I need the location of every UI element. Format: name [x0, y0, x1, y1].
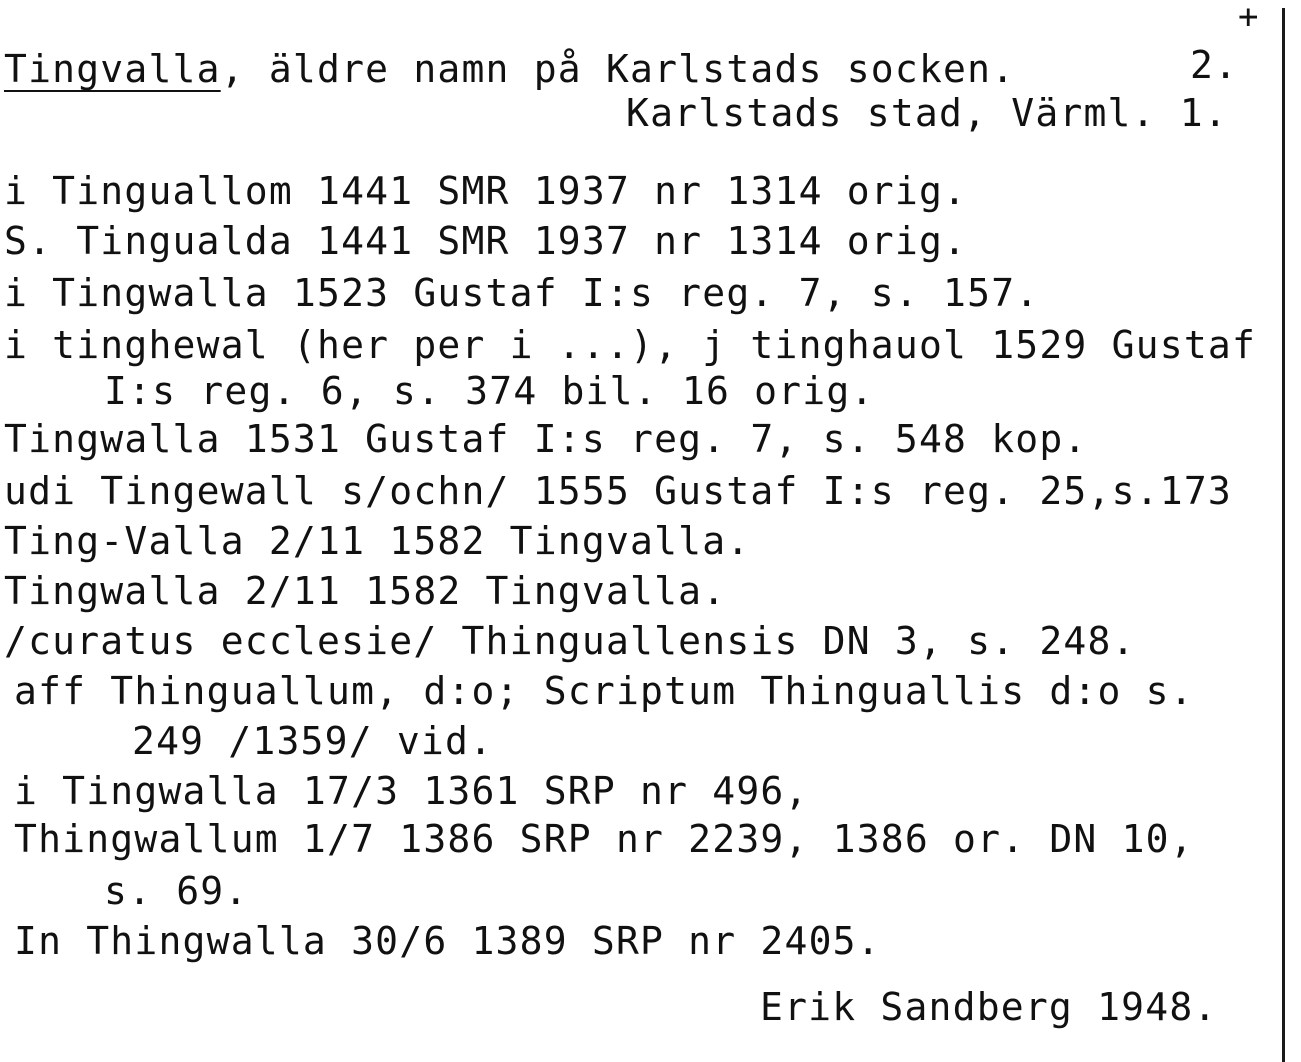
entry-line: aff Thinguallum, d:o; Scriptum Thinguallis d:o s.: [14, 669, 1194, 713]
card-edge-line: [1282, 8, 1285, 1062]
entry-line-continued: 249 /1359/ vid.: [132, 719, 494, 763]
entry-line: Thingwallum 1/7 1386 SRP nr 2239, 1386 or. DN 10,: [14, 817, 1194, 861]
signature: Erik Sandberg 1948.: [760, 985, 1218, 1029]
entry-line: i tinghewal (her per i ...), j tinghauol 1529 Gustaf: [4, 323, 1257, 367]
card-number: 2.: [1190, 43, 1239, 87]
entry-line: Ting-Valla 2/11 1582 Tingvalla.: [4, 519, 751, 563]
entry-line-continued: I:s reg. 6, s. 374 bil. 16 orig.: [104, 369, 875, 413]
entry-line: i Tinguallom 1441 SMR 1937 nr 1314 orig.: [4, 169, 968, 213]
place-name: Tingvalla: [4, 47, 221, 91]
heading-line: [4, 47, 1016, 91]
entry-line: /curatus ecclesie/ Thinguallensis DN 3, s. 248.: [4, 619, 1136, 663]
entry-line: Tingwalla 1531 Gustaf I:s reg. 7, s. 548 kop.: [4, 417, 1088, 461]
place-description: , äldre namn på Karlstads socken.: [220, 47, 1016, 91]
entry-line: S. Tingualda 1441 SMR 1937 nr 1314 orig.: [4, 219, 968, 263]
entry-line: Tingwalla 2/11 1582 Tingvalla.: [4, 569, 727, 613]
location-line: Karlstads stad, Värml. 1.: [626, 91, 1228, 135]
entry-line: In Thingwalla 30/6 1389 SRP nr 2405.: [14, 919, 881, 963]
entry-line: udi Tingewall s/ochn/ 1555 Gustaf I:s reg. 25,s.173: [4, 469, 1232, 513]
corner-plus-mark: +: [1238, 0, 1259, 37]
entry-line: i Tingwalla 1523 Gustaf I:s reg. 7, s. 157.: [4, 271, 1040, 315]
entry-line: i Tingwalla 17/3 1361 SRP nr 496,: [14, 769, 809, 813]
entry-line-continued: s. 69.: [104, 869, 249, 913]
